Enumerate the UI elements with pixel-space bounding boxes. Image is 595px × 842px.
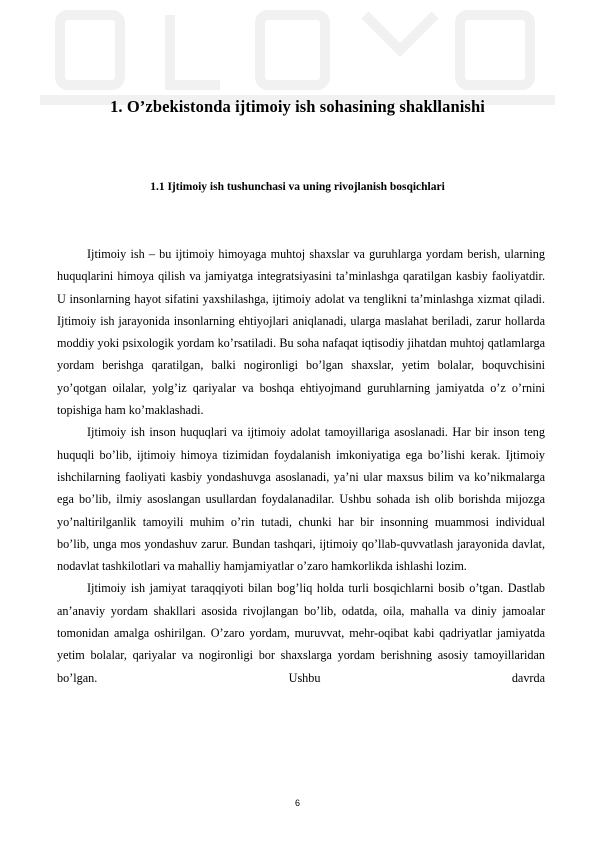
page-number: 6 — [294, 798, 300, 808]
section-heading: 1.1 Ijtimoiy ish tushunchasi va uning rivojlanish bosqichlari — [150, 180, 445, 193]
paragraph-2: Ijtimoiy ish inson huquqlari va ijtimoiy adolat tamoyillariga asoslanadi. Har bir inson teng huquqli bo’lib, ijtimoiy himoya tizimidan foydalanish imkoniyatiga ega bo’lishi kerak. Ijtimoiy ishchilarning faoliyati kasbiy yondashuvga asoslanadi, ya’ni ular maxsus bilim va ko’nikmalarga ega bo’lib, ilmiy asoslangan usullardan foydalanadilar. Ushbu sohada ish olib borishda mijozga yo’naltirilganlik tamoyili muhim o’rin tutadi, chunki har bir insonning muammosi individual bo’lib, unga mos yondashuv zarur. Bundan tashqari, ijtimoiy qo’llab-quvvatlash jarayonida davlat, nodavlat tashkilotlari va mahalliy hamjamiyatlar o’zaro hamkorlikda ishlashi lozim. — [57, 425, 545, 574]
paragraph-3: Ijtimoiy ish jamiyat taraqqiyoti bilan bog’liq holda turli bosqichlarni bosib o’tgan. Dastlab an’anaviy yordam shakllari asosida rivojlangan bo’lib, odatda, oila, mahalla va diniy jamoalar tomonidan amalga oshirilgan. O’zaro yordam, muruvvat, mehr-oqibat kabi qadriyatlar jamiyatda yetim bolalar, qariyalar va nogironligi bor shaxslarga yordam berishning asosiy tamoyillaridan bo’lgan. Ushbu davrda — [57, 581, 545, 685]
body-text — [57, 243, 545, 689]
chapter-heading: 1. O’zbekistonda ijtimoiy ish sohasining shakllanishi — [110, 97, 485, 117]
paragraph-1: Ijtimoiy ish – bu ijtimoiy himoyaga muhtoj shaxslar va guruhlarga yordam berish, ularning huquqlarini himoya qilish va jamiyatga integratsiyasini ta’minlashga qaratilgan kasbiy faoliyatdir. U insonlarning hayot sifatini yaxshilashga, ijtimoiy adolat va tenglikni ta’minlashga xizmat qiladi. Ijtimoiy ish jarayonida insonlarning ehtiyojlari aniqlanadi, ularga maslahat beriladi, zarur hollarda moddiy yoki psixologik yordam ko’rsatiladi. Bu soha nafaqat iqtisodiy jihatdan muhtoj qatlamlarga yordam berishga qaratilgan, balki nogironligi bo’lgan shaxslar, yetim bolalar, boquvchisini yo’qotgan oilalar, yolg’iz qariyalar va boshqa ehtiyojmand guruhlarning jamiyatda o’z o’rnini topishiga ham ko’maklashadi. — [57, 247, 545, 418]
